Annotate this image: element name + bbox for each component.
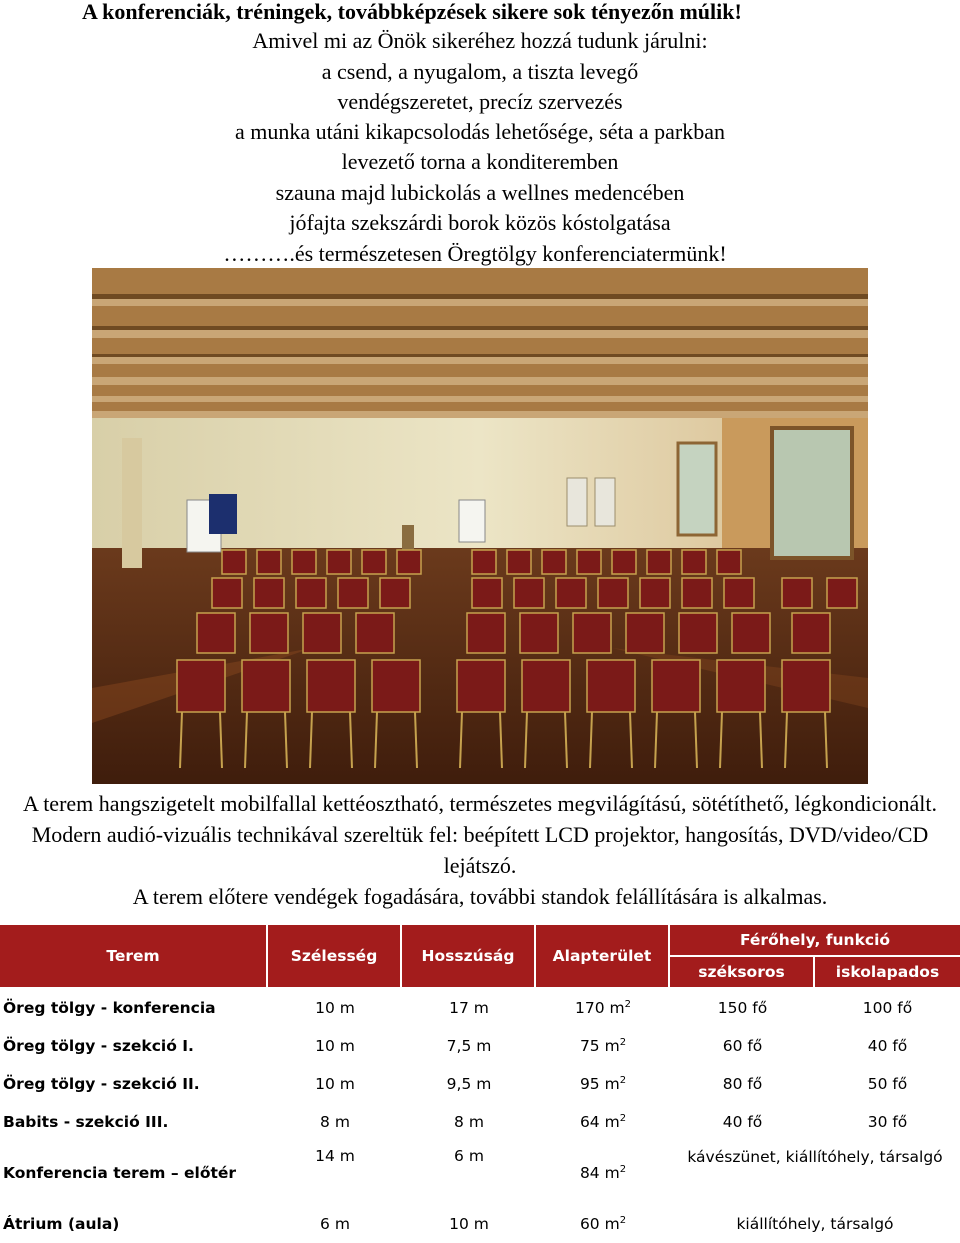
header-length: Hosszúság (402, 925, 536, 989)
intro-line: levezető torna a konditeremben (341, 149, 619, 174)
room-length: 7,5 m (446, 1037, 492, 1055)
table-row (0, 1027, 960, 1065)
room-area (536, 1103, 670, 1141)
description-paragraph: A terem hangszigetelt mobilfallal kettéosztható, természetes megvilágítású, sötétíthető, légkondicionált. Modern audió-vizuális technikával szereltük fel: beépített LCD projektor, hangosítás, DVD/video/CD lejátszó. (23, 791, 937, 878)
area-superscript: 2 (619, 1074, 627, 1086)
intro-line: a munka utáni kikapcsolodás lehetősége, séta a parkban (235, 119, 725, 144)
table-row (0, 989, 960, 1027)
intro-line: jófajta szekszárdi borok közös kóstolgatása (289, 210, 671, 235)
intro-line: szauna majd lubickolás a wellnes medencében (275, 180, 685, 205)
room-width: 6 m (320, 1215, 350, 1233)
intro-line: ……….és természetesen Öregtölgy konferenciatermünk! (223, 241, 727, 266)
room-area (536, 1065, 670, 1103)
intro-line: vendégszeretet, precíz szervezés (337, 89, 623, 114)
header-area: Alapterület (536, 925, 670, 989)
area-value: 170 m (575, 999, 625, 1017)
room-classroom: 40 fő (867, 1037, 908, 1055)
room-length: 10 m (449, 1215, 489, 1233)
room-specs-table (0, 925, 960, 1243)
room-width: 14 m (315, 1147, 355, 1165)
room-length: 8 m (454, 1113, 484, 1131)
room-classroom: 50 fő (867, 1075, 908, 1093)
area-value: 64 m (579, 1113, 620, 1131)
room-name: Öreg tölgy - szekció II. (3, 1075, 200, 1093)
room-name: Babits - szekció III. (3, 1113, 169, 1131)
room-classroom: 30 fő (867, 1113, 908, 1131)
area-superscript: 2 (619, 1214, 627, 1226)
area-superscript: 2 (624, 998, 631, 1010)
room-area (536, 1141, 670, 1205)
room-width: 10 m (315, 1075, 355, 1093)
room-classroom: 100 fő (862, 999, 913, 1017)
intro-line: a csend, a nyugalom, a tiszta levegő (321, 59, 639, 84)
area-value: 95 m (579, 1075, 620, 1093)
room-theater: 40 fő (722, 1113, 763, 1131)
room-width: 8 m (320, 1113, 350, 1131)
header-width: Szélesség (268, 925, 402, 989)
header-capacity: Férőhely, funkció (670, 925, 960, 957)
room-theater: 80 fő (722, 1075, 763, 1093)
description-paragraph: A terem előtere vendégek fogadására, további standok felállítására is alkalmas. (132, 884, 828, 909)
table-row (0, 1205, 960, 1243)
room-theater: 150 fő (717, 999, 768, 1017)
area-superscript: 2 (619, 1163, 627, 1175)
room-description (0, 788, 960, 912)
conference-room-illustration (92, 268, 868, 784)
room-theater: 60 fő (722, 1037, 763, 1055)
room-area (536, 1027, 670, 1065)
area-value: 60 m (579, 1215, 620, 1233)
intro-line: Amivel mi az Önök sikeréhez hozzá tudunk járulni: (252, 28, 708, 53)
room-width: 10 m (315, 1037, 355, 1055)
header-classroom: iskolapados (815, 957, 960, 989)
room-name: Öreg tölgy - konferencia (3, 999, 216, 1017)
area-value: 75 m (579, 1037, 620, 1055)
table-row (0, 1103, 960, 1141)
room-width: 10 m (315, 999, 355, 1017)
table-row (0, 1141, 960, 1205)
room-function: kiállítóhely, társalgó (736, 1215, 894, 1233)
room-function: kávészünet, kiállítóhely, társalgó (687, 1148, 943, 1166)
area-superscript: 2 (619, 1036, 627, 1048)
room-length: 17 m (449, 999, 489, 1017)
table-row (0, 1065, 960, 1103)
area-superscript: 2 (619, 1112, 627, 1124)
area-value: 84 m (579, 1164, 620, 1182)
room-name: Konferencia terem – előtér (3, 1164, 237, 1182)
room-area (536, 989, 670, 1027)
room-area (536, 1205, 670, 1243)
header-theater: széksoros (670, 957, 815, 989)
room-length: 9,5 m (446, 1075, 492, 1093)
room-length: 6 m (454, 1147, 484, 1165)
headline: A konferenciák, tréningek, továbbképzések sikere sok tényezőn múlik! (82, 0, 742, 24)
room-name: Öreg tölgy - szekció I. (3, 1037, 194, 1055)
room-name: Átrium (aula) (3, 1215, 120, 1233)
header-room: Terem (0, 925, 268, 989)
conference-room-photo (92, 268, 868, 784)
